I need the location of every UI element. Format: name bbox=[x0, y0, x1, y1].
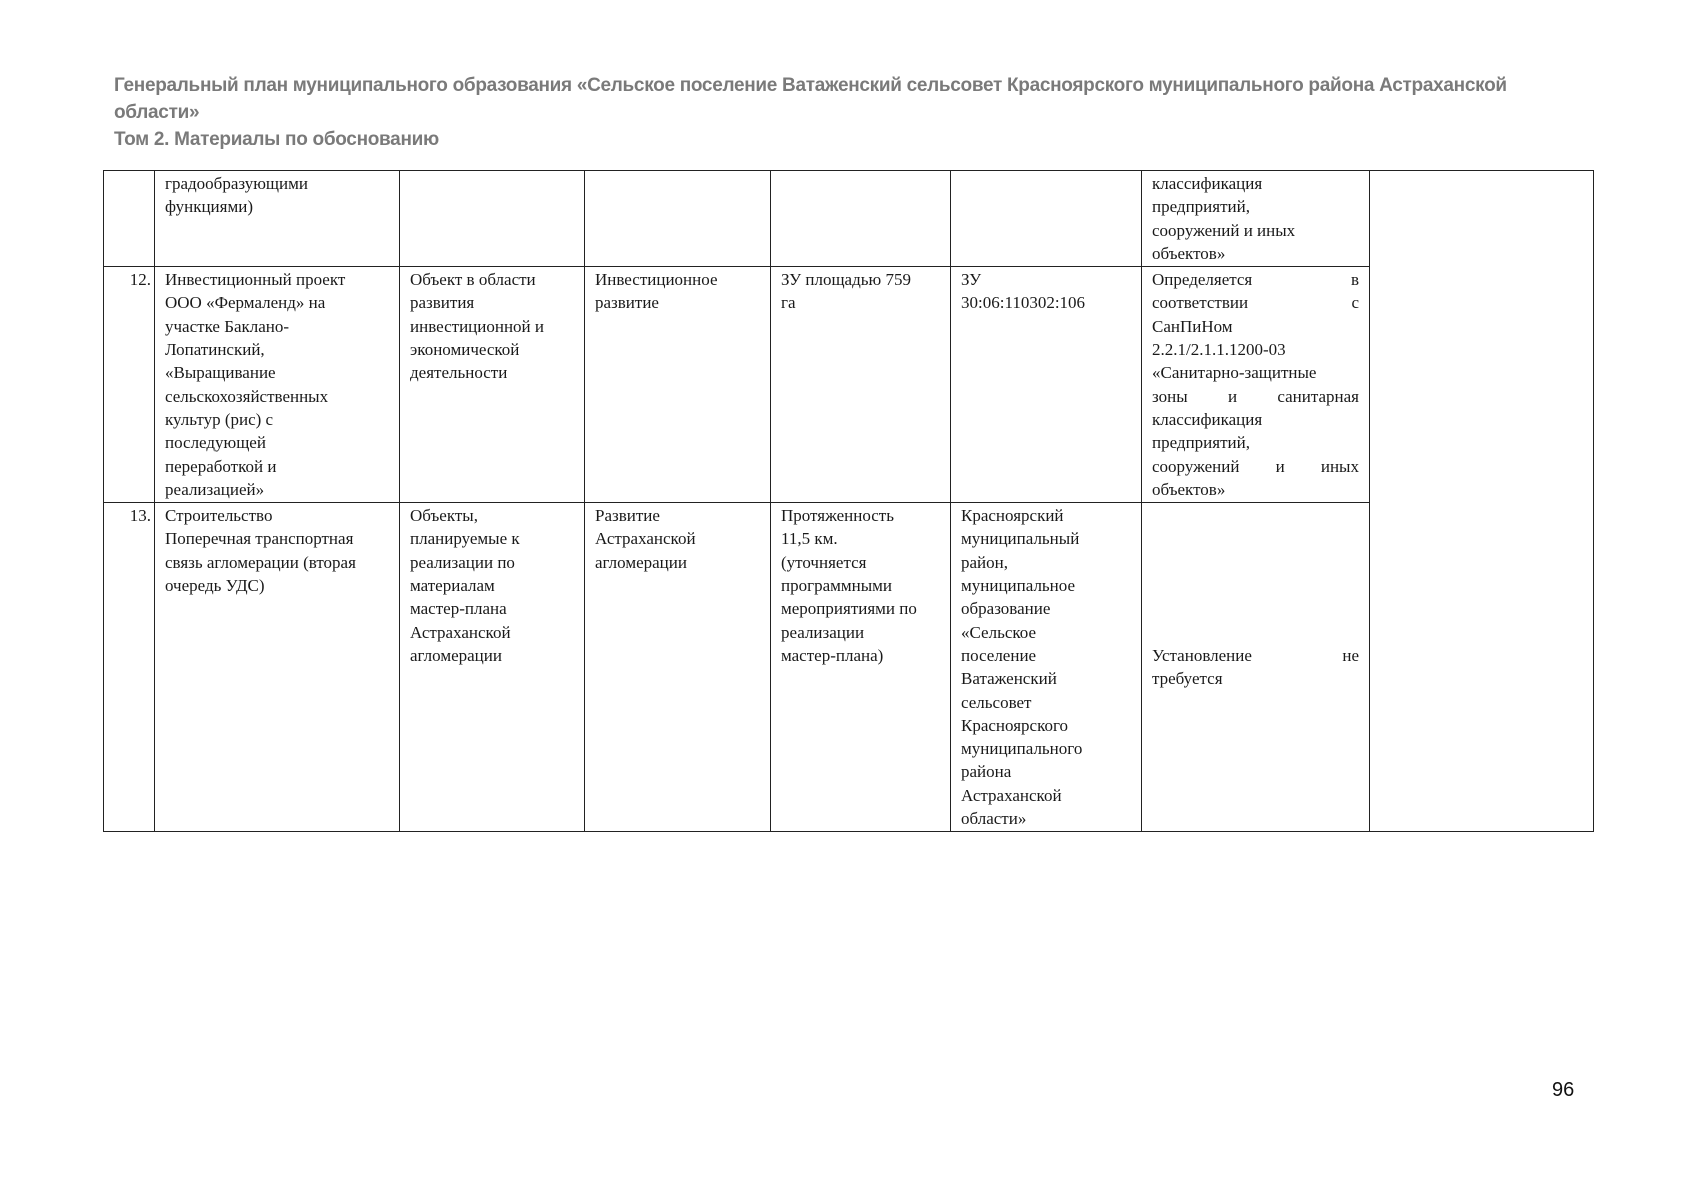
page-header bbox=[114, 72, 1594, 153]
object-location-cell: ЗУ 30:06:110302:106 bbox=[951, 267, 1142, 503]
object-location-cell bbox=[951, 171, 1142, 267]
document-title: Генеральный план муниципального образования «Сельское поселение Ватаженский сельсовет Красноярского муниципального района Астраханской bbox=[114, 75, 1507, 96]
table-row bbox=[104, 171, 1594, 267]
document-title-continuation: области» bbox=[114, 102, 200, 123]
object-location-cell: Красноярский муниципальный район, муниципальное образование «Сельское поселение Ватаженский сельсовет Красноярского муниципального района Астраханской области» bbox=[951, 503, 1142, 832]
object-name-cell: Строительство Поперечная транспортная связь агломерации (вторая очередь УДС) bbox=[155, 503, 400, 832]
object-name-cell: градообразующими функциями) bbox=[155, 171, 400, 267]
object-purpose-cell: Объект в области развития инвестиционной и экономической деятельности bbox=[400, 267, 585, 503]
object-name-cell: Инвестиционный проект ООО «Фермаленд» на участке Баклано- Лопатинский, «Выращивание сельскохозяйственных культур (рис) с последующей переработкой и реализацией» bbox=[155, 267, 400, 503]
object-kind-cell bbox=[585, 171, 771, 267]
row-number: 12. bbox=[104, 267, 155, 503]
object-kind-cell: Инвестиционное развитие bbox=[585, 267, 771, 503]
document-subtitle: Том 2. Материалы по обоснованию bbox=[114, 129, 439, 150]
object-zones-cell: Установление не требуется bbox=[1142, 503, 1370, 832]
object-purpose-cell: Объекты, планируемые к реализации по материалам мастер-плана Астраханской агломерации bbox=[400, 503, 585, 832]
object-purpose-cell bbox=[400, 171, 585, 267]
object-characteristics-cell: Протяженность 11,5 км. (уточняется программными мероприятиями по реализации мастер-плана) bbox=[771, 503, 951, 832]
row-number bbox=[104, 171, 155, 267]
page-number: 96 bbox=[1552, 1079, 1575, 1101]
object-zones-cell: Определяется в соответствии с СанПиНом 2.2.1/2.1.1.1200-03 «Санитарно-защитные зоны и санитарная классификация предприятий, сооружений и иных объектов» bbox=[1142, 267, 1370, 503]
object-kind-cell: Развитие Астраханской агломерации bbox=[585, 503, 771, 832]
object-zones-cell: классификация предприятий, сооружений и иных объектов» bbox=[1142, 171, 1370, 267]
justified-line: сооружений и иных bbox=[1152, 220, 1296, 240]
empty-column-cell bbox=[1370, 171, 1594, 832]
object-characteristics-cell bbox=[771, 171, 951, 267]
object-characteristics-cell: ЗУ площадью 759 га bbox=[771, 267, 951, 503]
objects-table bbox=[103, 170, 1594, 832]
row-number: 13. bbox=[104, 503, 155, 832]
